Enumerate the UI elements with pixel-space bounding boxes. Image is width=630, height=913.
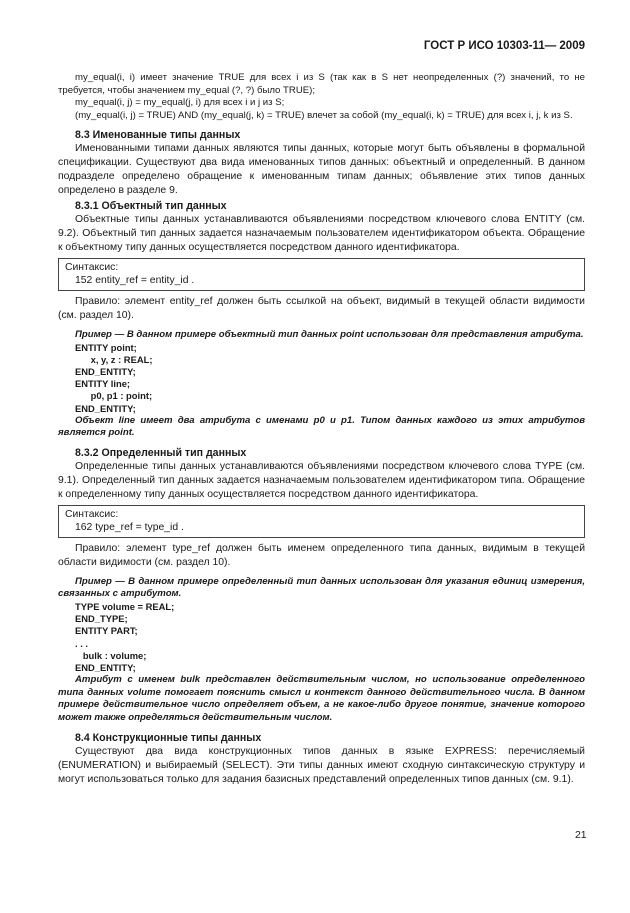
paragraph-equal-symmetric: my_equal(i, j) = my_equal(j, i) для всех i и j из S;: [75, 97, 285, 109]
section-heading-8-4: 8.4 Конструкционные типы данных: [75, 731, 262, 744]
code-line: END_ENTITY;: [75, 366, 136, 378]
code-line: END_ENTITY;: [75, 661, 136, 673]
example-1-code: [58, 342, 585, 415]
syntax-rule: 162 type_ref = type_id .: [75, 521, 184, 533]
example-2-intro: Пример — В данном примере определенный тип данных использован для указания единиц измерения, связанных с атрибутом.: [58, 575, 585, 600]
paragraph-equal-reflexive: my_equal(i, i) имеет значение TRUE для всех i из S (так как в S нет неопределенных (?) значений, то не требуется, чтобы значением my_equal (?, ?) было TRUE);: [58, 72, 585, 96]
syntax-label: Синтаксис:: [65, 509, 119, 521]
code-line: x, y, z : REAL;: [75, 353, 153, 365]
code-line: ENTITY point;: [75, 341, 137, 353]
paragraph-8-4: Существуют два вида конструкционных типов данных в языке EXPRESS: перечисляемый (ENUMERATION) и выбираемый (SELECT). Эти типы данных имеют сходную синтаксическую структуру и могут использоваться только для задания базисных представлений определенных типов данных (см. 9.1).: [58, 745, 585, 785]
code-line: TYPE volume = REAL;: [75, 600, 175, 612]
document-page: [58, 40, 585, 787]
code-line: ENTITY PART;: [75, 625, 138, 637]
paragraph-equal-transitive: (my_equal(i, j) = TRUE) AND (my_equal(j, k) = TRUE) влечет за собой (my_equal(i, k) = TRUE) для всех i, j, k из S.: [75, 109, 573, 121]
paragraph-8-3: Именованными типами данных являются типы данных, которые могут быть объявлены в формальной спецификации. Существуют два вида именованных типов данных: объектный и определенный. В данном подразделе определено обращение к именованным типам данных; объявление этих типов данных определено в разделе 9.: [58, 143, 585, 197]
code-line: END_ENTITY;: [75, 402, 136, 414]
document-header: ГОСТ Р ИСО 10303-11— 2009: [423, 40, 585, 52]
rule-entity-ref: Правило: элемент entity_ref должен быть ссылкой на объект, видимый в текущей области видимости (см. раздел 10).: [58, 296, 585, 322]
paragraph-8-3-2: Определенные типы данных устанавливаются объявлениями посредством ключевого слова TYPE (см. 9.1). Определенный тип данных задается назначаемым пользователем идентификатором типа. Обращение к определенному типу данных осуществляется посредством данного идентификатора.: [58, 461, 585, 501]
rule-type-ref: Правило: элемент type_ref должен быть именем определенного типа данных, видимым в текущей области видимости (см. раздел 10).: [58, 542, 585, 568]
code-line: bulk : volume;: [75, 649, 147, 661]
section-heading-8-3-1: 8.3.1 Объектный тип данных: [75, 200, 227, 213]
code-line: . . .: [75, 637, 89, 649]
syntax-label: Синтаксис:: [65, 262, 119, 274]
code-line: END_TYPE;: [75, 613, 128, 625]
page-number: 21: [575, 830, 587, 841]
example-1-outro: Объект line имеет два атрибута с именами p0 и p1. Типом данных каждого из этих атрибутов является point.: [58, 414, 585, 439]
code-line: p0, p1 : point;: [75, 390, 153, 402]
syntax-rule: 152 entity_ref = entity_id .: [75, 274, 195, 286]
section-heading-8-3: 8.3 Именованные типы данных: [75, 129, 241, 142]
example-2-outro: Атрибут с именем bulk представлен действительным числом, но использование определенного типа данных volume помогает пояснить смысл и контекст данного действительного числа. В данном примере действительное число определяет объем, а не какое-либо другое понятие, значение которого может также определяться действительным числом.: [58, 674, 585, 723]
paragraph-8-3-1: Объектные типы данных устанавливаются объявлениями посредством ключевого слова ENTITY (см. 9.2). Объектный тип данных задается назначаемым пользователем идентификатором объекта. Обращение к объектному типу данных осуществляется посредством данного идентификатора.: [58, 214, 585, 254]
example-2-code: [58, 601, 585, 674]
syntax-box-entity-ref: [58, 258, 585, 291]
section-heading-8-3-2: 8.3.2 Определенный тип данных: [75, 447, 247, 460]
syntax-box-type-ref: [58, 505, 585, 538]
example-1-intro: Пример — В данном примере объектный тип данных point использован для представления атрибута.: [75, 329, 584, 341]
code-line: ENTITY line;: [75, 378, 131, 390]
